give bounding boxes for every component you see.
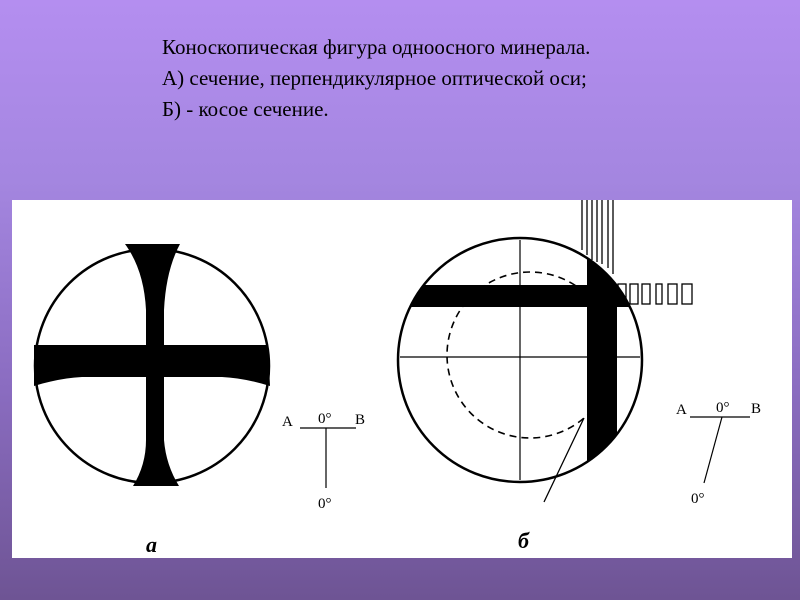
figure-b-label-a: A <box>676 402 687 418</box>
figure-b-label-b: B <box>751 401 762 417</box>
title-line-2: А) сечение, перпендикулярное оптической оси; <box>162 66 587 90</box>
figure-b-axes <box>676 400 761 507</box>
figure-a <box>34 244 365 557</box>
title-line-1: Коноскопическая фигура одноосного минерала. <box>162 35 591 59</box>
figure-a-label-b: B <box>355 412 366 428</box>
figure-b <box>398 200 761 553</box>
figure-a-label-top-angle: 0° <box>318 411 332 427</box>
figure-panel <box>12 200 792 558</box>
figure-a-caption: а <box>146 532 157 557</box>
figure-a-label-bottom-angle: 0° <box>318 496 332 512</box>
figure-b-caption: б <box>518 528 529 553</box>
figure-a-label-a: A <box>282 414 293 430</box>
conoscopic-figures-svg <box>12 200 792 558</box>
slide-title <box>162 32 762 125</box>
figure-a-isogyre-bar <box>52 351 252 377</box>
figure-a-axes <box>282 411 365 512</box>
figure-b-label-top-angle: 0° <box>716 400 730 416</box>
title-line-3: Б) - косое сечение. <box>162 97 329 121</box>
figure-b-label-bottom-angle: 0° <box>691 491 705 507</box>
